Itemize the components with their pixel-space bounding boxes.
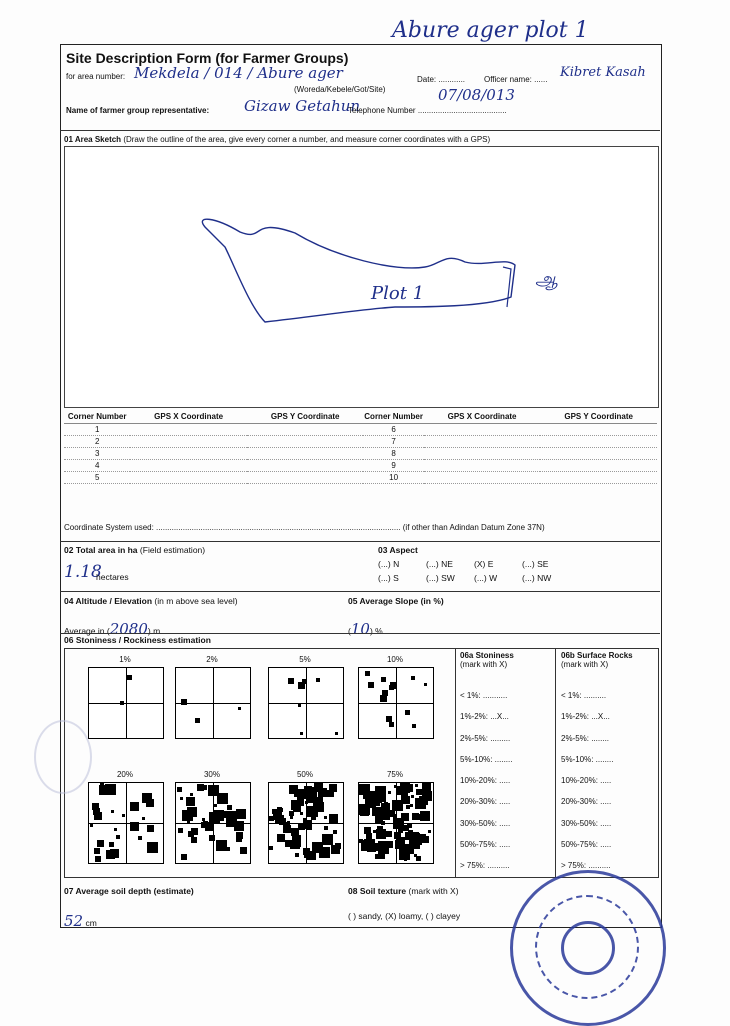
divider <box>60 633 660 634</box>
table-row[interactable]: 4 9 <box>64 460 657 472</box>
table-row[interactable]: 3 8 <box>64 448 657 460</box>
date-label: Date: ............ <box>417 75 466 84</box>
soil-depth-value[interactable]: 52 <box>64 912 84 930</box>
surface-rocks-row[interactable]: 30%-50%: ..... <box>561 818 612 828</box>
stoniness-col-sub: (mark with X) <box>460 660 508 670</box>
col-gps-y: GPS Y Coordinate <box>247 410 364 424</box>
altitude-value[interactable]: 2080 <box>109 620 148 638</box>
representative-label: Name of farmer group representative: <box>66 106 210 115</box>
slope-suffix: ) % <box>369 626 383 636</box>
soil-texture-sub: (mark with X) <box>408 886 459 896</box>
stoniness-percent-label: 30% <box>203 770 220 779</box>
slope-title: 05 Average Slope (in %) <box>348 596 444 606</box>
surface-rocks-col-title: 06b Surface Rocks <box>561 651 633 660</box>
surface-rocks-row[interactable]: 50%-75%: ..... <box>561 840 612 850</box>
soil-texture-loamy[interactable]: (X) loamy, <box>385 911 424 921</box>
total-area-sub: (Field estimation) <box>139 545 206 555</box>
stoniness-row[interactable]: 30%-50%: ..... <box>460 818 511 828</box>
altitude-sub: (in m above sea level) <box>154 596 238 606</box>
table-row[interactable]: 2 7 <box>64 436 657 448</box>
side-mark: ஆ <box>535 269 558 290</box>
stoniness-reference-square <box>88 667 164 739</box>
aspect-option-n[interactable]: (...) N <box>378 559 400 569</box>
stoniness-percent-label: 1% <box>119 655 131 664</box>
coordinate-system-label[interactable]: Coordinate System used: .............................................................................................................. (if other than Adindan Datum Zone 37N) <box>64 523 545 532</box>
faded-stamp-seal <box>34 720 92 794</box>
stoniness-reference-square <box>175 782 251 864</box>
official-stamp-seal <box>510 870 666 1026</box>
form-title: Site Description Form (for Farmer Groups) <box>66 50 349 66</box>
officer-name-value[interactable]: Kibret Kasah <box>560 65 646 80</box>
stoniness-percent-label: 2% <box>206 655 218 664</box>
slope-value[interactable]: 10 <box>350 620 370 638</box>
soil-depth-unit: cm <box>85 918 97 928</box>
stoniness-percent-label: 75% <box>386 770 403 779</box>
soil-texture-clayey[interactable]: ( ) clayey <box>425 911 461 921</box>
officer-name-label: Officer name: ...... <box>484 75 548 84</box>
stoniness-row[interactable]: 5%-10%: ........ <box>460 754 513 764</box>
stoniness-row[interactable]: 10%-20%: ..... <box>460 776 511 786</box>
stoniness-reference-square <box>358 782 434 864</box>
area-sketch-title: 01 Area Sketch <box>64 135 122 144</box>
plot-outline-drawing <box>65 147 658 407</box>
surface-rocks-row[interactable]: 20%-30%: ..... <box>561 797 612 807</box>
stoniness-reference-square <box>268 667 344 739</box>
divider <box>60 541 660 542</box>
area-sketch-desc: (Draw the outline of the area, give every corner a number, and measure corner coordinates with a GPS) <box>123 135 491 144</box>
divider <box>60 130 660 131</box>
col-gps-x: GPS X Coordinate <box>130 410 247 424</box>
altitude-suffix: ) m <box>147 626 161 636</box>
stoniness-reference-square <box>358 667 434 739</box>
stoniness-col-title: 06a Stoniness <box>460 651 514 660</box>
aspect-option-nw[interactable]: (...) NW <box>522 573 552 583</box>
stoniness-title: 06 Stoniness / Rockiness estimation <box>64 635 211 645</box>
surface-rocks-row[interactable]: > 75%: .......... <box>561 861 611 871</box>
total-area-value[interactable]: 1.18 <box>64 562 102 582</box>
altitude-title: 04 Altitude / Elevation <box>64 596 153 606</box>
date-value[interactable]: 07/08/013 <box>438 86 515 104</box>
area-sketch-box[interactable] <box>64 146 659 408</box>
divider <box>60 591 660 592</box>
aspect-option-w[interactable]: (...) W <box>474 573 498 583</box>
surface-rocks-col-sub: (mark with X) <box>561 660 609 670</box>
stoniness-reference-square <box>88 782 164 864</box>
aspect-option-e[interactable]: (X) E <box>474 559 494 569</box>
col-corner-number: Corner Number <box>64 410 130 424</box>
aspect-option-ne[interactable]: (...) NE <box>426 559 453 569</box>
surface-rocks-row[interactable]: < 1%: .......... <box>561 691 607 700</box>
soil-texture-sandy[interactable]: ( ) sandy, <box>348 911 383 921</box>
table-row[interactable]: 1 6 <box>64 424 657 436</box>
total-area-title: 02 Total area in ha <box>64 545 138 555</box>
stoniness-percent-label: 5% <box>299 655 311 664</box>
area-number-label: for area number: <box>66 72 126 81</box>
stoniness-percent-label: 50% <box>296 770 313 779</box>
surface-rocks-row[interactable]: 5%-10%: ........ <box>561 754 614 764</box>
soil-depth-title: 07 Average soil depth (estimate) <box>64 886 194 896</box>
aspect-option-s[interactable]: (...) S <box>378 573 399 583</box>
aspect-title: 03 Aspect <box>378 545 418 555</box>
surface-rocks-row[interactable]: 10%-20%: ..... <box>561 776 612 786</box>
slope-prefix: ( <box>348 626 351 636</box>
stoniness-row[interactable]: 2%-5%: ......... <box>460 733 511 743</box>
coordinates-table <box>64 410 657 484</box>
total-area-unit: hectares <box>96 572 129 582</box>
soil-texture-title: 08 Soil texture <box>348 886 407 896</box>
area-number-sublabel: (Woreda/Kebele/Got/Site) <box>294 85 386 94</box>
stoniness-row[interactable]: < 1%: ........... <box>460 691 508 700</box>
surface-rocks-row[interactable]: 1%-2%: ...X... <box>561 712 610 722</box>
stoniness-reference-square <box>268 782 344 864</box>
plot-label: Plot 1 <box>371 283 425 304</box>
aspect-option-sw[interactable]: (...) SW <box>426 573 455 583</box>
handwritten-plot-title: Abure ager plot 1 <box>392 18 589 43</box>
table-row[interactable]: 5 10 <box>64 472 657 484</box>
representative-value[interactable]: Gizaw Getahun <box>244 97 361 115</box>
col-corner-number-2: Corner Number <box>363 410 423 424</box>
altitude-prefix: Average in ( <box>64 626 110 636</box>
stoniness-reference-square <box>175 667 251 739</box>
telephone-label: Telephone Number ........................................ <box>348 106 507 115</box>
stoniness-row[interactable]: 20%-30%: ..... <box>460 797 511 807</box>
aspect-option-se[interactable]: (...) SE <box>522 559 549 569</box>
stoniness-percent-label: 10% <box>386 655 403 664</box>
stoniness-row[interactable]: > 75%: .......... <box>460 861 510 871</box>
col-gps-y-2: GPS Y Coordinate <box>540 410 657 424</box>
stoniness-row[interactable]: 1%-2%: ...X... <box>460 712 509 722</box>
col-gps-x-2: GPS X Coordinate <box>424 410 541 424</box>
surface-rocks-row[interactable]: 2%-5%: ........ <box>561 733 610 743</box>
stoniness-percent-label: 20% <box>116 770 133 779</box>
stoniness-row[interactable]: 50%-75%: ..... <box>460 840 511 850</box>
area-number-value[interactable]: Mekdela / 014 / Abure ager <box>134 64 343 82</box>
